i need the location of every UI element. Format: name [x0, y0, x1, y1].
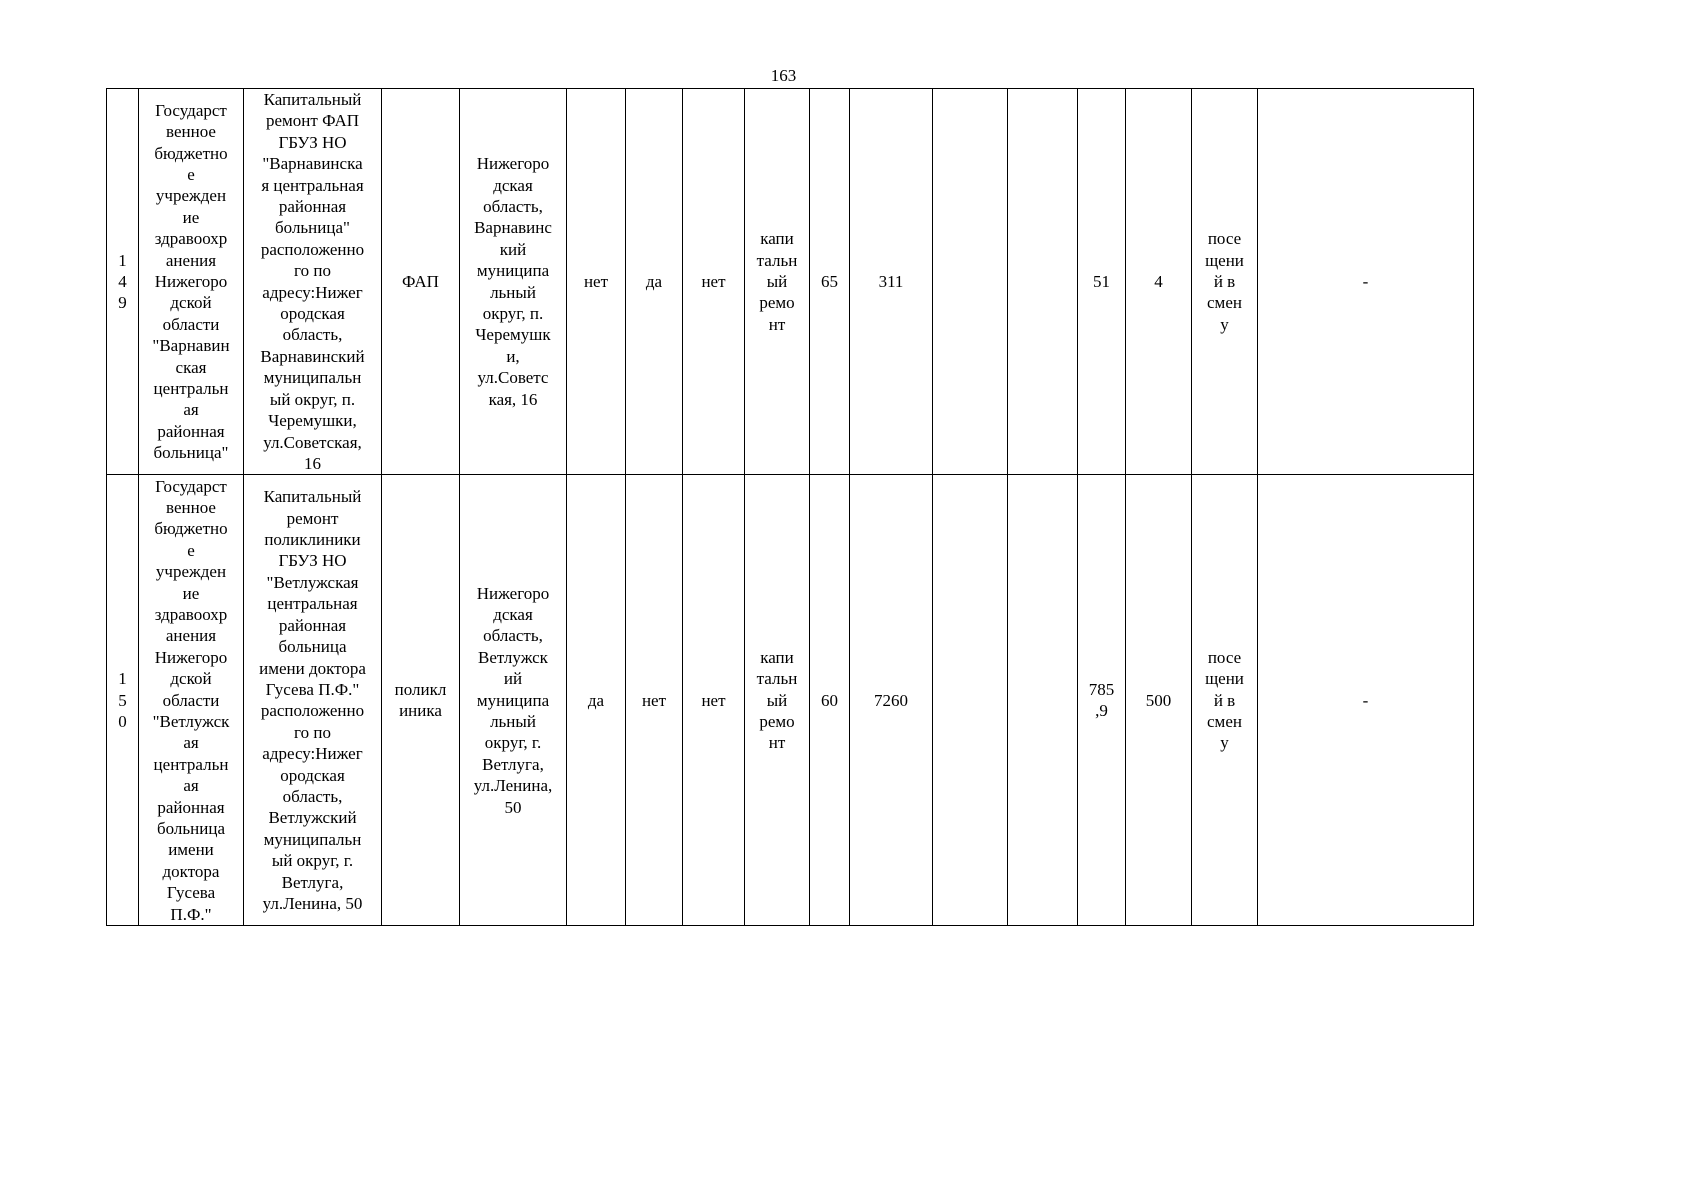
- address-cell: Нижегоро дская область, Ветлужск ий муниципа льный округ, г. Ветлуга, ул.Ленина, 50: [460, 475, 567, 926]
- col8-cell: нет: [683, 475, 745, 926]
- row-number-cell: 1 5 0: [107, 475, 139, 926]
- address-cell: Нижегоро дская область, Варнавинс кий муниципа льный округ, п. Черемушк и, ул.Советс кая, 16: [460, 89, 567, 475]
- col11-cell: 7260: [850, 475, 933, 926]
- col7-cell: нет: [626, 475, 683, 926]
- col6-cell: нет: [567, 89, 626, 475]
- col8-cell: нет: [683, 89, 745, 475]
- col17-cell: -: [1258, 89, 1474, 475]
- table-row: [107, 89, 1474, 475]
- work-type-cell: капи тальн ый ремо нт: [745, 89, 810, 475]
- col10-cell: 60: [810, 475, 850, 926]
- col17-cell: -: [1258, 475, 1474, 926]
- col13-cell: [1008, 89, 1078, 475]
- unit-cell: посе щени й в смен у: [1192, 475, 1258, 926]
- work-type-cell: капи тальн ый ремо нт: [745, 475, 810, 926]
- col13-cell: [1008, 475, 1078, 926]
- data-table: [106, 88, 1474, 926]
- object-name-cell: Капитальный ремонт ФАП ГБУЗ НО "Варнавинска я центральная районная больница" расположенно го по адресу:Нижег ородская область, Варнавинский муниципальн ый округ, п. Черемушки, ул.Советская, 16: [244, 89, 382, 475]
- col7-cell: да: [626, 89, 683, 475]
- customer-cell: Государст венное бюджетно е учрежден ие здравоохр анения Нижегоро дской области "Ветлужск ая центральн ая районная больница имени доктора Гусева П.Ф.": [139, 475, 244, 926]
- customer-cell: Государст венное бюджетно е учрежден ие здравоохр анения Нижегоро дской области "Варнавин ская центральн ая районная больница": [139, 89, 244, 475]
- table-row: [107, 475, 1474, 926]
- page-number: 163: [770, 66, 797, 85]
- col6-cell: да: [567, 475, 626, 926]
- row-number-cell: 1 4 9: [107, 89, 139, 475]
- col11-cell: 311: [850, 89, 933, 475]
- col12-cell: [933, 475, 1008, 926]
- col15-cell: 500: [1126, 475, 1192, 926]
- object-type-cell: поликл иника: [382, 475, 460, 926]
- object-name-cell: Капитальный ремонт поликлиники ГБУЗ НО "Ветлужская центральная районная больница имени доктора Гусева П.Ф." расположенно го по адресу:Нижег ородская область, Ветлужский муниципальн ый округ, г. Ветлуга, ул.Ленина, 50: [244, 475, 382, 926]
- col14-cell: 785 ,9: [1078, 475, 1126, 926]
- unit-cell: посе щени й в смен у: [1192, 89, 1258, 475]
- col15-cell: 4: [1126, 89, 1192, 475]
- col14-cell: 51: [1078, 89, 1126, 475]
- object-type-cell: ФАП: [382, 89, 460, 475]
- col10-cell: 65: [810, 89, 850, 475]
- col12-cell: [933, 89, 1008, 475]
